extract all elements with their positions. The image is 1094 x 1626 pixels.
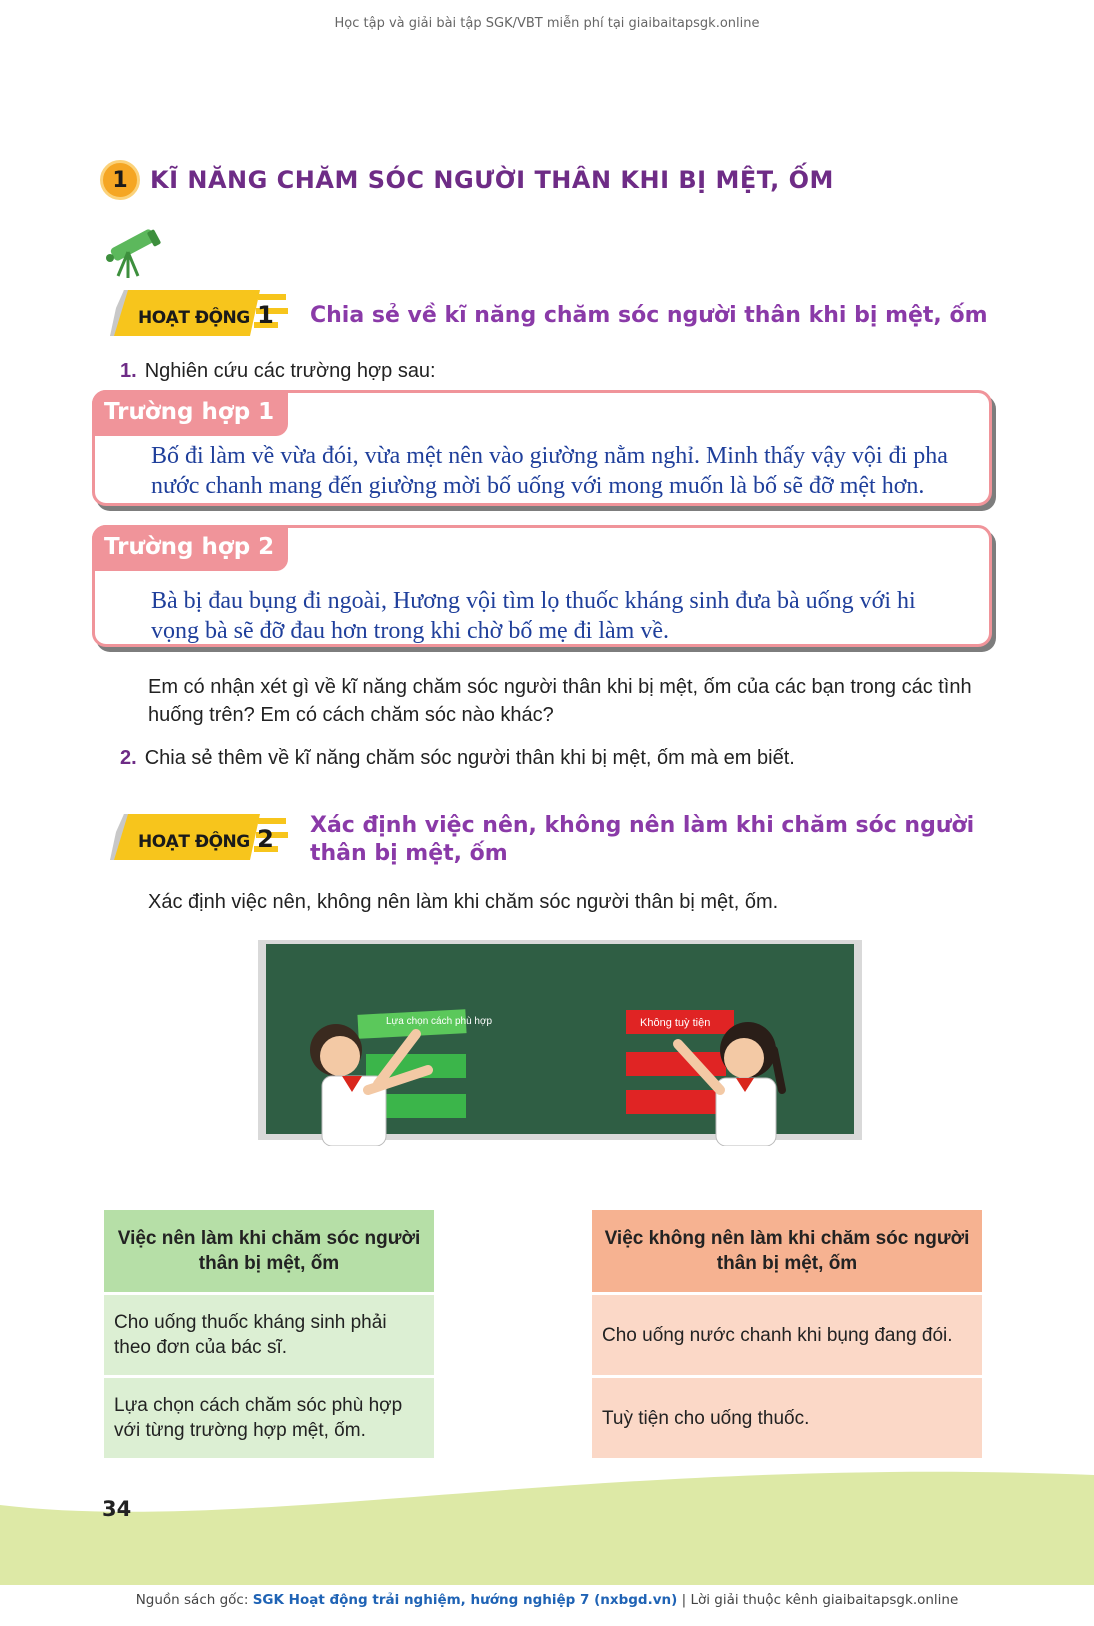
should-not-do-table — [592, 1210, 982, 1461]
section-title: KĨ NĂNG CHĂM SÓC NGƯỜI THÂN KHI BỊ MỆT, ỐM — [150, 166, 834, 194]
question-2: 2. Chia sẻ thêm về kĩ năng chăm sóc người thân khi bị mệt, ốm mà em biết. — [120, 747, 795, 769]
page-number: 34 — [102, 1497, 132, 1521]
case-1-title: Trường hợp 1 — [92, 390, 288, 436]
footer-source: SGK Hoạt động trải nghiệm, hướng nghiệp 7 (nxbgd.vn) — [252, 1592, 678, 1608]
activity-1-title: Chia sẻ về kĩ năng chăm sóc người thân khi bị mệt, ốm — [310, 303, 988, 328]
activity-1-badge — [110, 288, 290, 338]
case-1-box — [92, 390, 992, 506]
activity-label: HOẠT ĐỘNG 1 — [138, 301, 274, 329]
table-row: Tuỳ tiện cho uống thuốc. — [592, 1378, 982, 1458]
case-2-text: Bà bị đau bụng đi ngoài, Hương vội tìm lọ thuốc kháng sinh đưa bà uống với hi vọng bà sẽ đỡ đau hơn trong khi chờ bố mẹ đi làm về. — [151, 588, 916, 644]
bottom-wave-decoration — [0, 1465, 1094, 1585]
board-card-left: Lựa chọn cách phù hợp — [386, 1016, 493, 1027]
section-number: 1 — [100, 160, 140, 200]
should-not-do-header: Việc không nên làm khi chăm sóc người thân bị mệt, ốm — [592, 1210, 982, 1292]
activity-2-title: Xác định việc nên, không nên làm khi chăm sóc người thân bị mệt, ốm — [310, 813, 975, 866]
chalkboard-illustration — [258, 940, 862, 1146]
board-card-right: Không tuỳ tiện — [640, 1017, 711, 1029]
table-row: Cho uống nước chanh khi bụng đang đói. — [592, 1295, 982, 1375]
telescope-icon — [100, 228, 162, 280]
table-row: Cho uống thuốc kháng sinh phải theo đơn của bác sĩ. — [104, 1295, 434, 1375]
activity-2-badge — [110, 812, 290, 862]
activity-label: HOẠT ĐỘNG 2 — [138, 825, 274, 853]
should-do-header: Việc nên làm khi chăm sóc người thân bị mệt, ốm — [104, 1210, 434, 1292]
should-do-table — [104, 1210, 434, 1461]
question-1: 1. Nghiên cứu các trường hợp sau: — [120, 360, 436, 382]
case-1-text: Bố đi làm về vừa đói, vừa mệt nên vào giường nằm nghỉ. Minh thấy vậy vội đi pha nước chanh mang đến giường mời bố uống với mong muốn là bố sẽ đỡ mệt hơn. — [151, 443, 948, 499]
discussion-question: Em có nhận xét gì về kĩ năng chăm sóc người thân khi bị mệt, ốm của các bạn trong các tình huống trên? Em có cách chăm sóc nào khác? — [148, 676, 972, 726]
section-heading — [100, 160, 834, 200]
page-header-note: Học tập và giải bài tập SGK/VBT miễn phí tại giaibaitapsgk.online — [334, 16, 760, 31]
case-2-title: Trường hợp 2 — [92, 525, 288, 571]
footer: Nguồn sách gốc: SGK Hoạt động trải nghiệm, hướng nghiệp 7 (nxbgd.vn) | Lời giải thuộc kênh giaibaitapsgk.online — [135, 1592, 959, 1608]
table-row: Lựa chọn cách chăm sóc phù hợp với từng trường hợp mệt, ốm. — [104, 1378, 434, 1458]
activity-2-instruction: Xác định việc nên, không nên làm khi chăm sóc người thân bị mệt, ốm. — [148, 891, 779, 913]
case-2-box — [92, 525, 992, 647]
